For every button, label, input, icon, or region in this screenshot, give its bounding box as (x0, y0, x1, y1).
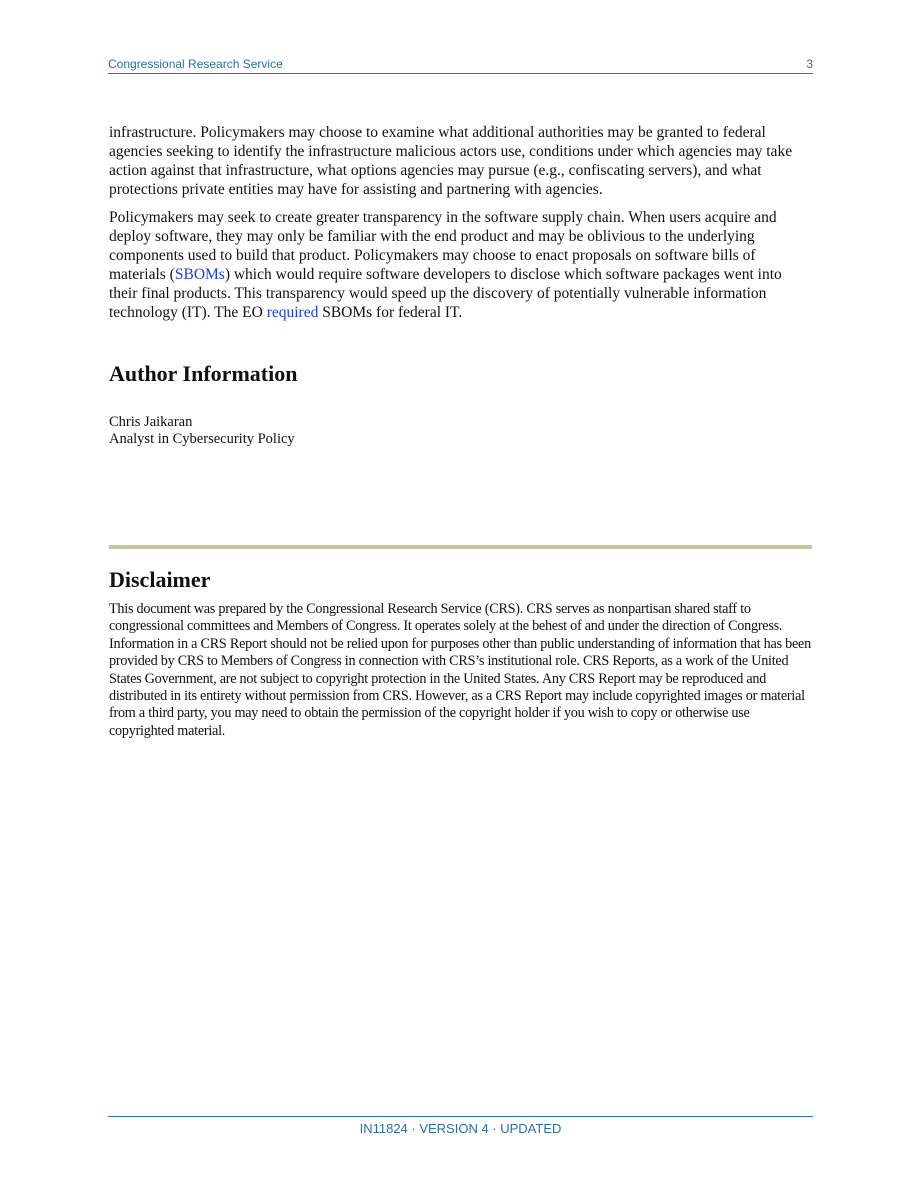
footer-divider (108, 1116, 813, 1117)
author-information-heading: Author Information (109, 361, 298, 386)
page-header (108, 57, 813, 73)
paragraph-2-text-c: SBOMs for federal IT. (318, 304, 463, 321)
paragraph-2-text-a: Policymakers may seek to create greater transparency in the software supply chain. When users acquire and deploy software, they may only be familiar with the end product and may be oblivious to the underlying components used to build that product. Policymakers may choose to enact proposals on software bills of materials ( (109, 209, 777, 283)
author-role: Analyst in Cybersecurity Policy (109, 431, 295, 447)
disclaimer-heading: Disclaimer (109, 567, 211, 592)
author-name: Chris Jaikaran (109, 414, 193, 430)
author-block (109, 414, 295, 448)
sboms-link[interactable]: SBOMs (174, 266, 225, 283)
paragraph-2-text-b: ) which would require software developers to disclose which software packages went into their final products. This transparency would speed up the discovery of potentially vulnerable information technology (IT). The EO (109, 266, 782, 321)
body-paragraph-1: infrastructure. Policymakers may choose to examine what additional authorities may be granted to federal agencies seeking to identify the infrastructure malicious actors use, conditions under which agencies may take action against that infrastructure, what options agencies may pursue (e.g., confiscating servers), and what protections private entities may have for assisting and partnering with agencies. (109, 124, 793, 198)
body-paragraph-2 (109, 208, 812, 322)
footer-id: IN11824 · VERSION 4 · UPDATED (359, 1121, 562, 1136)
required-link[interactable]: required (266, 304, 319, 321)
page-number: 3 (806, 57, 813, 71)
disclaimer-divider (109, 545, 812, 549)
header-title: Congressional Research Service (108, 57, 283, 71)
disclaimer-text: This document was prepared by the Congressional Research Service (CRS). CRS serves as nonpartisan shared staff to congressional committees and Members of Congress. It operates solely at the behest of and under the direction of Congress. Information in a CRS Report should not be relied upon for purposes other than public understanding of information that has been provided by CRS to Members of Congress in connection with CRS’s institutional role. CRS Reports, as a work of the United States Government, are not subject to copyright protection in the United States. Any CRS Report may be reproduced and distributed in its entirety without permission from CRS. However, as a CRS Report may include copyrighted images or material from a third party, you may need to obtain the permission of the copyright holder if you wish to copy or otherwise use copyrighted material. (109, 601, 811, 739)
header-divider (108, 73, 813, 74)
